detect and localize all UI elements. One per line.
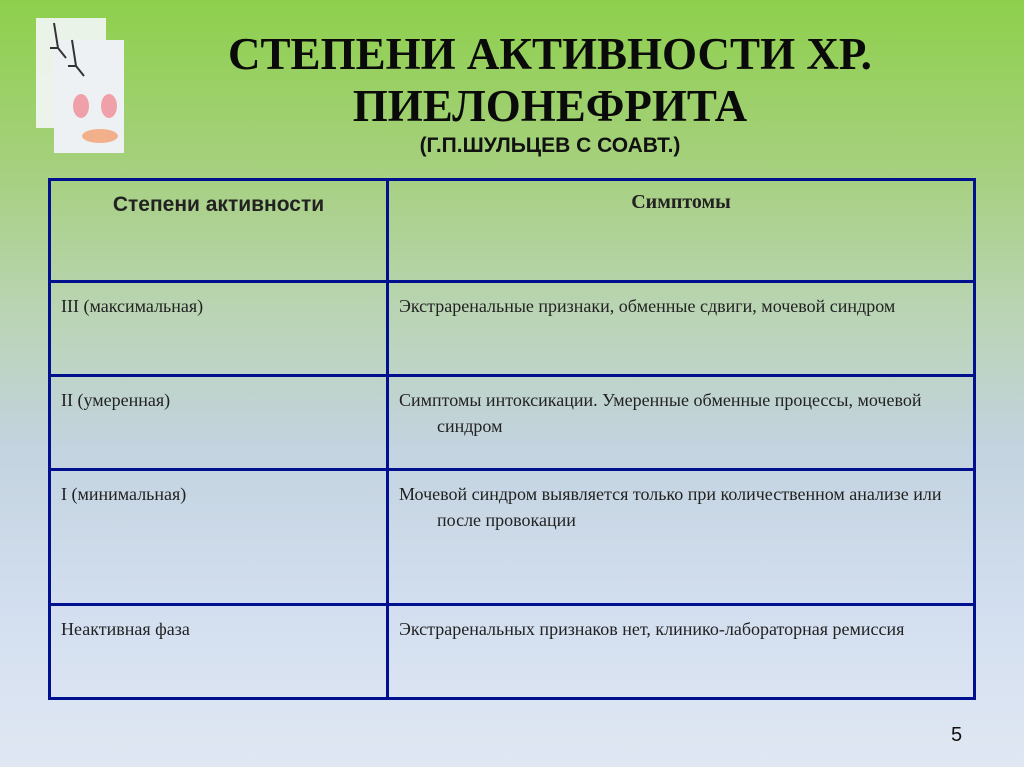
symptoms-text: Экстраренальные признаки, обменные сдвиги, мочевой синдром bbox=[399, 296, 896, 316]
activity-table bbox=[48, 178, 976, 700]
degree-cell: II (умеренная) bbox=[50, 376, 388, 470]
doctor-kidney-image bbox=[36, 18, 124, 153]
symptoms-cell bbox=[388, 470, 975, 605]
table-row bbox=[50, 470, 975, 605]
table-row bbox=[50, 282, 975, 376]
slide-title bbox=[150, 28, 950, 132]
symptoms-text: Симптомы интоксикации. Умеренные обменные процессы, мочевой синдром bbox=[399, 390, 922, 436]
symptoms-cell bbox=[388, 282, 975, 376]
symptoms-cell bbox=[388, 605, 975, 699]
title-line-1: СТЕПЕНИ АКТИВНОСТИ ХР. bbox=[228, 29, 872, 79]
slide-subtitle: (Г.П.ШУЛЬЦЕВ С СОАВТ.) bbox=[419, 134, 681, 157]
degree-cell: III (максимальная) bbox=[50, 282, 388, 376]
page-number: 5 bbox=[951, 724, 963, 746]
table-header-row bbox=[50, 180, 975, 282]
degree-cell: Неактивная фаза bbox=[50, 605, 388, 699]
header-symptoms: Симптомы bbox=[388, 180, 975, 282]
table-row bbox=[50, 376, 975, 470]
table-row bbox=[50, 605, 975, 699]
header-degree: Степени активности bbox=[50, 180, 388, 282]
title-line-2: ПИЕЛОНЕФРИТА bbox=[352, 81, 748, 131]
symptoms-cell bbox=[388, 376, 975, 470]
symptoms-text: Экстраренальных признаков нет, клинико-лабораторная ремиссия bbox=[399, 619, 905, 639]
degree-cell: I (минимальная) bbox=[50, 470, 388, 605]
symptoms-text: Мочевой синдром выявляется только при количественном анализе или после провокации bbox=[399, 484, 942, 530]
